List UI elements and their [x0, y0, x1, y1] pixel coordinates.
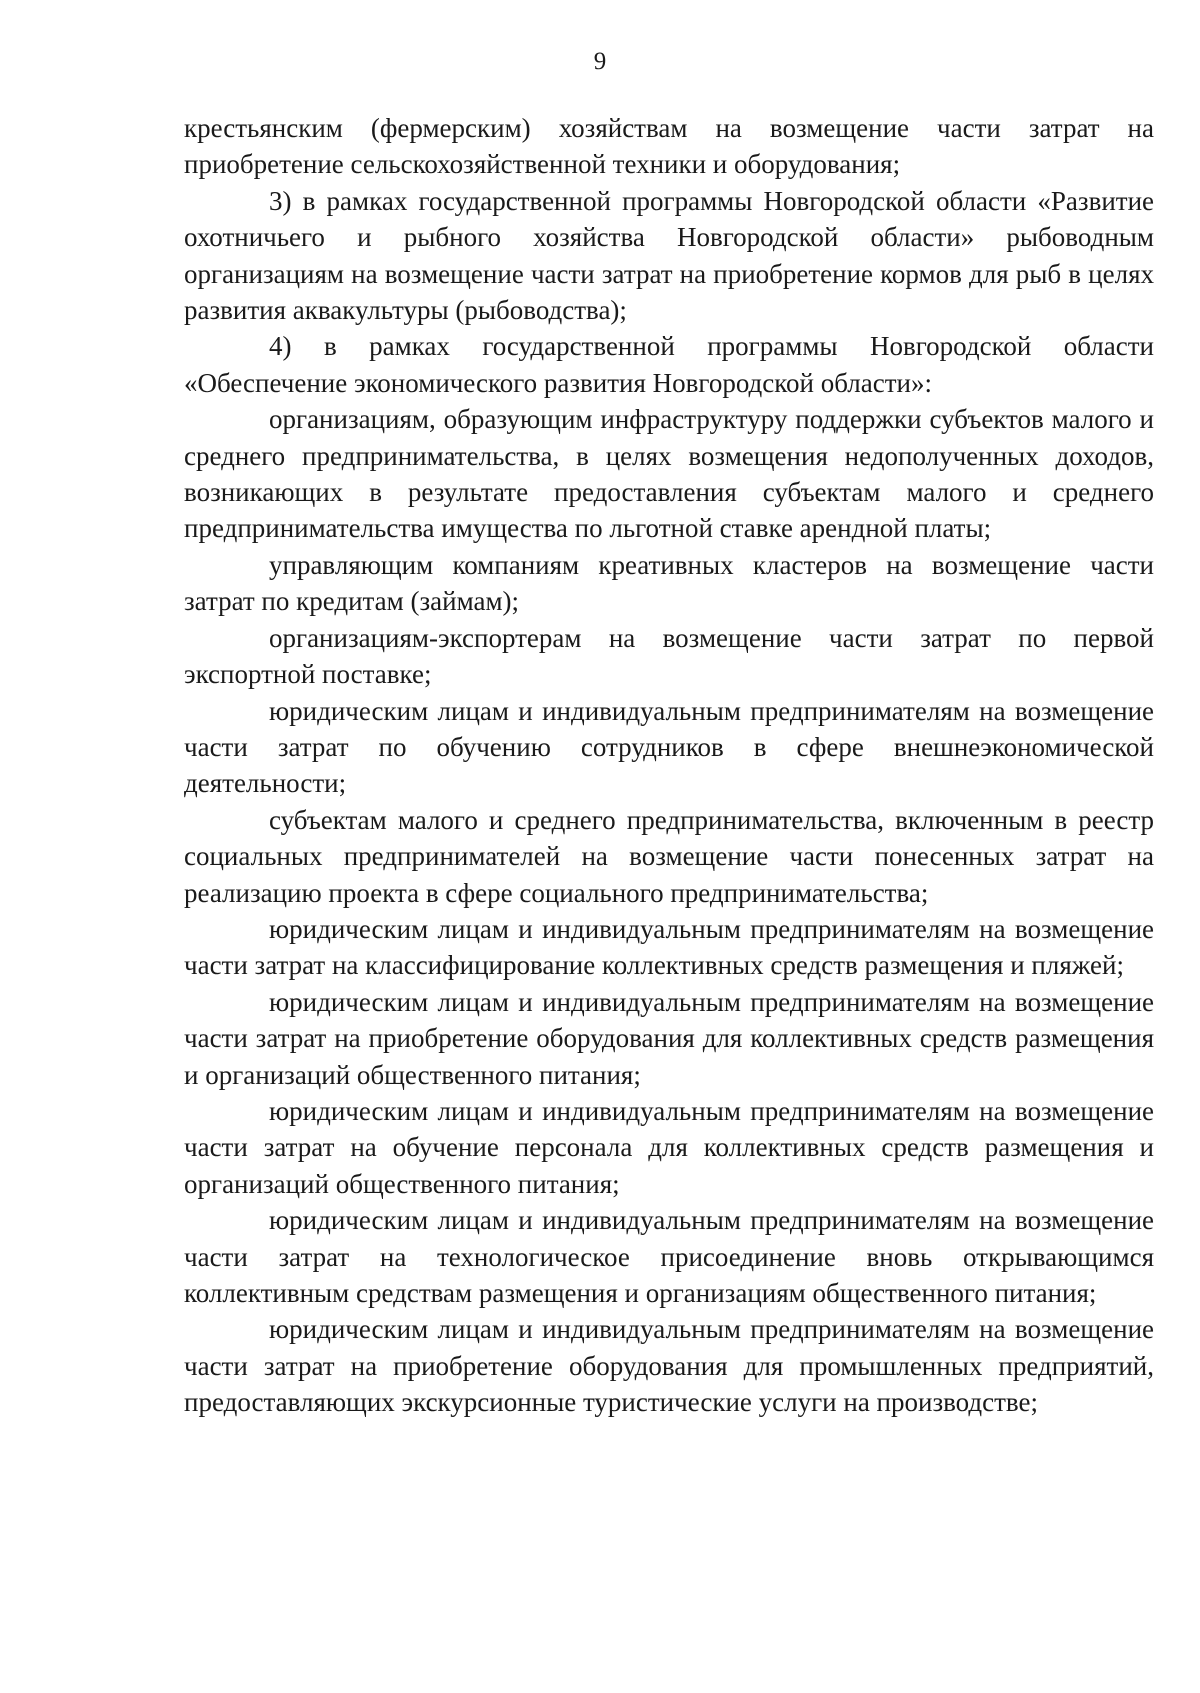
paragraph-social-entrepreneurs: субъектам малого и среднего предпринимательства, включенным в реестр социальных предпринимателей на возмещение части понесенных затрат на реализацию проекта в сфере социального предпринимательства; — [184, 804, 1154, 908]
paragraph-staff-training: юридическим лицам и индивидуальным предпринимателям на возмещение части затрат на обучение персонала для коллективных средств размещения и организаций общественного питания; — [184, 1095, 1154, 1199]
paragraph-equipment-accommodation: юридическим лицам и индивидуальным предпринимателям на возмещение части затрат на приобретение оборудования для коллективных средств размещения и организаций общественного питания; — [184, 986, 1154, 1090]
paragraph-classification: юридическим лицам и индивидуальным предпринимателям на возмещение части затрат на классифицирование коллективных средств размещения и пляжей; — [184, 913, 1154, 981]
page-number: 9 — [593, 48, 607, 75]
paragraph-continuation: крестьянским (фермерским) хозяйствам на возмещение части затрат на приобретение сельскохозяйственной техники и оборудования; — [184, 113, 1154, 180]
document-body — [184, 110, 1154, 1421]
paragraph-industrial-tourism: юридическим лицам и индивидуальным предпринимателям на возмещение части затрат на приобретение оборудования для промышленных предприятий, предоставляющих экскурсионные туристические услуги на производстве; — [184, 1314, 1154, 1418]
paragraph-item-3: 3) в рамках государственной программы Новгородской области «Развитие охотничьего и рыбного хозяйства Новгородской области» рыбоводным организациям на возмещение части затрат на приобретение кормов для рыб в целях развития аквакультуры (рыбоводства); — [184, 185, 1154, 326]
paragraph-infrastructure-orgs: организациям, образующим инфраструктуру поддержки субъектов малого и среднего предпринимательства, в целях возмещения недополученных доходов, возникающих в результате предоставления субъектам малого и среднего предпринимательства имущества по льготной ставке арендной платы; — [184, 404, 1154, 544]
paragraph-technological-connection: юридическим лицам и индивидуальным предпринимателям на возмещение части затрат на технологическое присоединение вновь открывающимся коллективным средствам размещения и организациям общественного питания; — [184, 1205, 1154, 1308]
paragraph-exporters: организациям-экспортерам на возмещение части затрат по первой экспортной поставке; — [184, 622, 1154, 690]
paragraph-foreign-economic-training: юридическим лицам и индивидуальным предпринимателям на возмещение части затрат по обучению сотрудников в сфере внешнеэкономической деятельности; — [184, 695, 1154, 799]
paragraph-item-4: 4) в рамках государственной программы Новгородской области «Обеспечение экономического развития Новгородской области»: — [184, 331, 1154, 398]
paragraph-creative-clusters: управляющим компаниям креативных кластеров на возмещение части затрат по кредитам (займам); — [184, 549, 1154, 617]
